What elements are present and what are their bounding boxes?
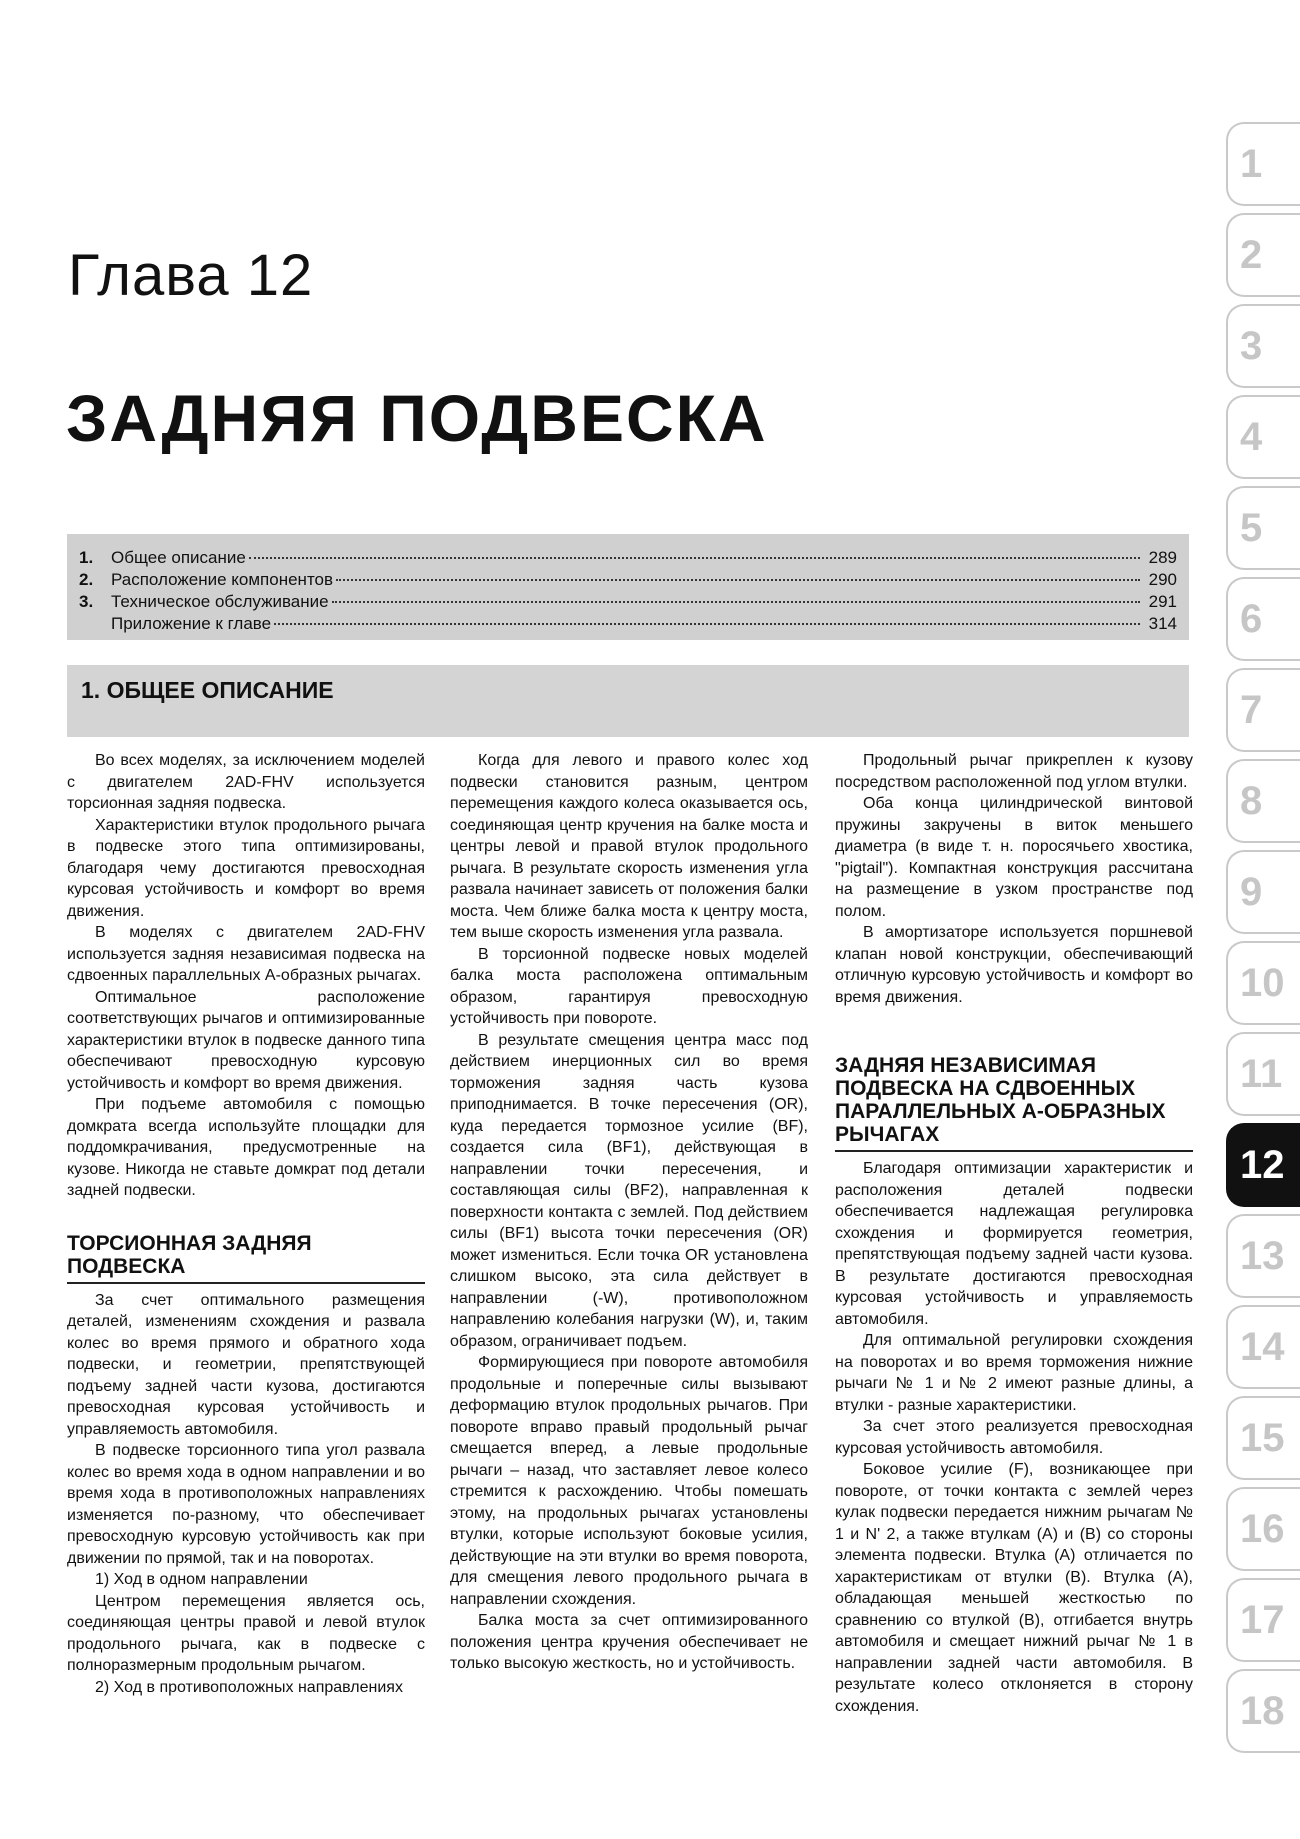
paragraph: 1) Ход в одном направлении <box>95 1571 308 1588</box>
chapter-tab[interactable]: 11 <box>1226 1032 1300 1116</box>
paragraph: За счет оптимального размещения деталей, изменениям схождения и развала колес во время прямого и обратного хода подвески, и геометрии, препятствующей подъему задней части кузова, достигаются превосходная курсовая устойчивость и управляемость автомобиля. <box>67 1291 425 1438</box>
text-column-3 <box>835 750 1193 1717</box>
chapter-tab[interactable]: 7 <box>1226 668 1300 752</box>
toc-item-title: Приложение к главе <box>111 614 272 633</box>
toc-item-number: 3. <box>79 592 94 611</box>
chapter-label: Глава 12 <box>68 243 314 308</box>
toc-item-page: 289 <box>1148 548 1177 567</box>
chapter-tab[interactable]: 15 <box>1226 1396 1300 1480</box>
toc-item-page: 291 <box>1148 592 1177 611</box>
paragraph: Балка моста за счет оптимизированного положения центра кручения обеспечивает не только высокую жесткость, но и устойчивость. <box>450 1612 808 1672</box>
toc-leader <box>249 557 1140 559</box>
chapter-tab[interactable]: 8 <box>1226 759 1300 843</box>
paragraph: При подъеме автомобиля с помощью домкрата всегда используйте площадки для поддомкрачивания, предусмотренные на кузове. Никогда не ставьте домкрат под детали задней подвески. <box>67 1096 425 1199</box>
paragraph: Для оптимальной регулировки схождения на поворотах и во время торможения нижние рычаги № 1 и № 2 имеют разные длины, а втулки - разные характеристики. <box>835 1332 1193 1414</box>
paragraph: В амортизаторе используется поршневой клапан новой конструкции, обеспечивающий отличную курсовую устойчивость и комфорт во время движения. <box>835 924 1193 1006</box>
paragraph: Благодаря оптимизации характеристик и расположения деталей подвески обеспечивается надлежащая регулировка схождения и формируется геометрия, препятствующая подъему задней части кузова. В результате достигаются превосходная курсовая устойчивость и управляемость автомобиля. <box>835 1160 1193 1328</box>
paragraph: В результате смещения центра масс под действием инерционных сил во время торможения задняя часть кузова приподнимается. В точке пересечения (OR), куда передается тормозное усилие (BF), создается сила (BF1), действующая в направлении точки пересечения, и составляющая силы (BF2), направленная к поверхности контакта с землей. Под действием силы (BF1) высота точки пересечения (OR) может измениться. Если точка OR установлена слишком высоко, эта сила действует в направлении (-W), противоположном направлению колебания нагрузки (W), и, таким образом, ограничивает подъем. <box>450 1031 808 1350</box>
toc-item-page: 290 <box>1148 570 1177 589</box>
chapter-tab[interactable]: 14 <box>1226 1305 1300 1389</box>
paragraph: Когда для левого и правого колес ход подвески становится разным, центром перемещения каждого колеса оказывается ось, соединяющая центр кручения на балке моста и центры левой и правой втулок продольного рычага. В результате скорость изменения угла развала начинает зависеть от положения балки моста. Чем ближе балка моста к центру моста, тем выше скорость изменения угла развала. <box>450 752 808 941</box>
chapter-tab[interactable]: 10 <box>1226 941 1300 1025</box>
chapter-tab[interactable]: 16 <box>1226 1487 1300 1571</box>
subsection-heading: ТОРСИОННАЯ ЗАДНЯЯ ПОДВЕСКА <box>67 1232 425 1284</box>
paragraph: Оптимальное расположение соответствующих рычагов и оптимизированные характеристики втулок в подвеске данного типа обеспечивают превосходную курсовую устойчивость и комфорт во время движения. <box>67 988 425 1092</box>
paragraph: В моделях с двигателем 2AD-FHV используется задняя независимая подвеска на сдвоенных параллельных А-образных рычагах. <box>67 924 425 984</box>
paragraph: Во всех моделях, за исключением моделей с двигателем 2AD-FHV используется торсионная задняя подвеска. <box>67 752 425 812</box>
chapter-tab[interactable]: 3 <box>1226 304 1300 388</box>
chapter-tab[interactable]: 18 <box>1226 1669 1300 1753</box>
paragraph: Продольный рычаг прикреплен к кузову посредством расположенной под углом втулки. <box>835 752 1193 791</box>
paragraph: Боковое усилие (F), возникающее при повороте, от точки контакта с землей через кулак подвески передается нижним рычагам № 1 и N' 2, а также втулкам (А) и (В) со стороны элемента подвески. Втулка (А) отличается по характеристикам от втулки (В). Втулка (А), обладающая меньшей жесткостью по сравнению со втулкой (В), отгибается внутрь автомобиля и смещает нижний рычаг № 1 в направлении задней части автомобиля. В результате колесо отклоняется в сторону схождения. <box>835 1461 1193 1715</box>
toc-item[interactable] <box>79 592 1177 614</box>
chapter-tab[interactable]: 9 <box>1226 850 1300 934</box>
section-header <box>67 665 1189 737</box>
chapter-tab[interactable]: 2 <box>1226 213 1300 297</box>
chapter-tab[interactable]: 13 <box>1226 1214 1300 1298</box>
text-column-1 <box>67 750 425 1698</box>
chapter-tab[interactable]: 4 <box>1226 395 1300 479</box>
toc-item-title: Техническое обслуживание <box>111 592 329 611</box>
paragraph: В подвеске торсионного типа угол развала колес во время хода в одном направлении и во время хода в противоположных направлениях изменяется по-разному, что обеспечивает превосходную курсовую устойчивость как при движении по прямой, так и на поворотах. <box>67 1442 425 1567</box>
subsection-heading: ЗАДНЯЯ НЕЗАВИСИМАЯ ПОДВЕСКА НА СДВОЕННЫХ ПАРАЛЛЕЛЬНЫХ А-ОБРАЗНЫХ РЫЧАГАХ <box>835 1054 1193 1152</box>
paragraph: 2) Ход в противоположных направлениях <box>95 1678 403 1696</box>
paragraph: За счет этого реализуется превосходная курсовая устойчивость автомобиля. <box>835 1418 1193 1457</box>
chapter-tab[interactable]: 6 <box>1226 577 1300 661</box>
toc-item[interactable] <box>79 570 1177 592</box>
toc-item[interactable] <box>79 614 1177 636</box>
toc-item-number: 2. <box>79 570 94 589</box>
paragraph: Оба конца цилиндрической винтовой пружины закручены в виток меньшего диаметра (в виде т. н. поросячьего хвостика, "pigtail"). Компактная конструкция рассчитана на размещение в узком пространстве под полом. <box>835 795 1193 920</box>
toc-leader <box>336 579 1140 581</box>
text-column-2 <box>450 750 808 1675</box>
toc-leader <box>274 623 1140 625</box>
chapter-tab[interactable]: 12 <box>1226 1123 1300 1207</box>
chapter-tab[interactable]: 17 <box>1226 1578 1300 1662</box>
chapter-title: ЗАДНЯЯ ПОДВЕСКА <box>66 381 768 455</box>
paragraph: Формирующиеся при повороте автомобиля продольные и поперечные силы вызывают деформацию втулок продольных рычагов. При повороте вправо правый продольный рычаг смещается вперед, а левые продольные рычаги – назад, что заставляет левое колесо стремится к расхождению. Чтобы помешать этому, на продольных рычагах установлены втулки, которые используют боковые усилия, действующие на эти втулки во время поворота, для смещения левого продольного рычага в направлении схождения. <box>450 1354 808 1608</box>
toc-item-title: Расположение компонентов <box>111 570 334 589</box>
toc-item-number: 1. <box>79 548 94 567</box>
paragraph: Характеристики втулок продольного рычага в подвеске этого типа оптимизированы, благодаря чему достигаются превосходная курсовая устойчивость и комфорт во время движения. <box>67 816 425 920</box>
toc-leader <box>332 601 1140 603</box>
chapter-tab[interactable]: 1 <box>1226 122 1300 206</box>
toc-item-title: Общее описание <box>111 548 246 567</box>
section-title: 1. ОБЩЕЕ ОПИСАНИЕ <box>81 677 334 703</box>
table-of-contents <box>67 534 1189 640</box>
paragraph: В торсионной подвеске новых моделей балка моста расположена оптимальным образом, гарантируя превосходную устойчивость при повороте. <box>450 945 808 1027</box>
toc-item-page: 314 <box>1148 614 1177 633</box>
toc-item[interactable] <box>79 548 1177 570</box>
chapter-tab[interactable]: 5 <box>1226 486 1300 570</box>
paragraph: Центром перемещения является ось, соединяющая центры правой и левой втулок продольного рычага, как в подвеске с полноразмерным продольным рычагом. <box>67 1592 425 1674</box>
